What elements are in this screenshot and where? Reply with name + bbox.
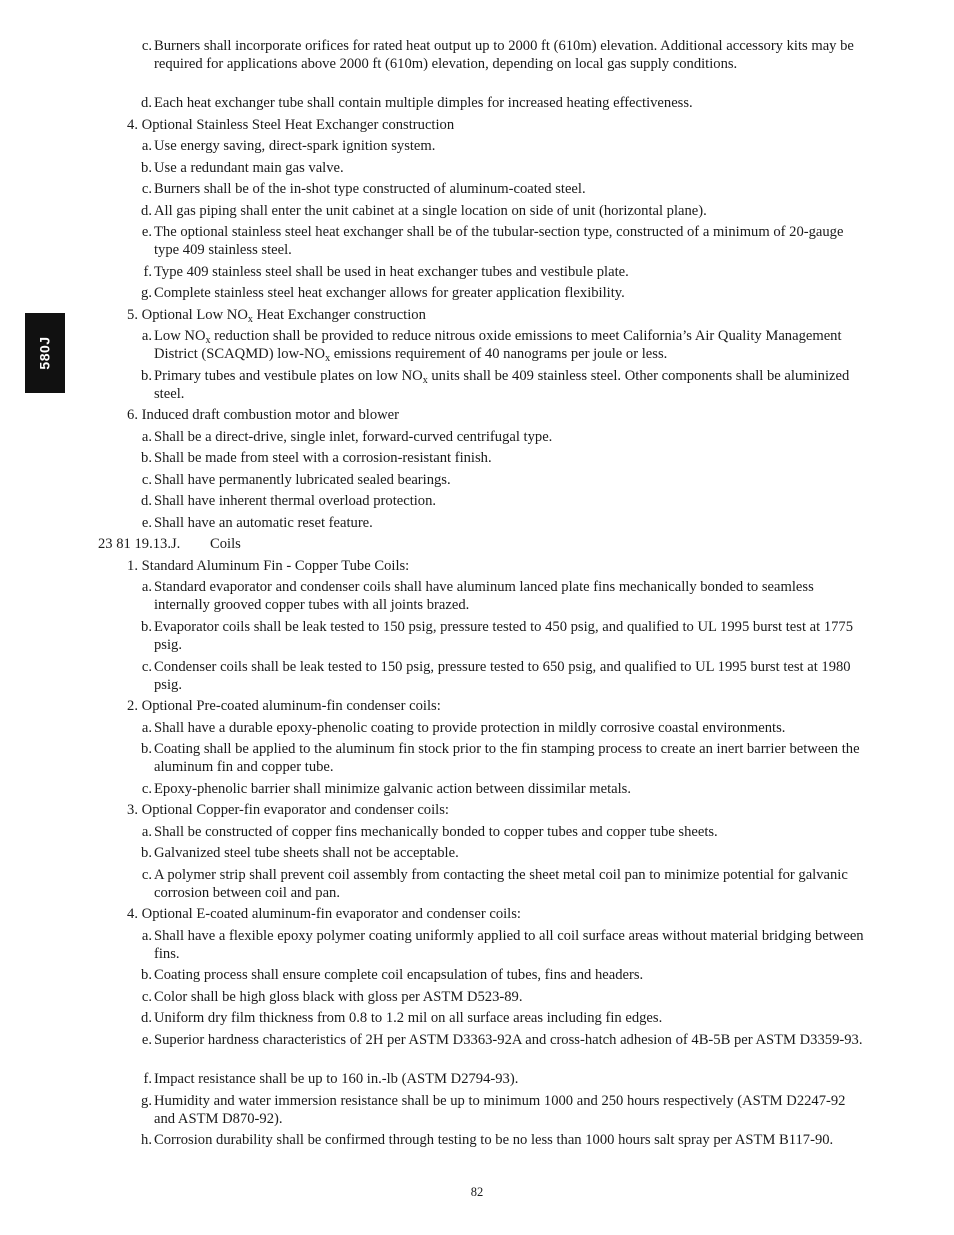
section-title: Coils (210, 536, 241, 552)
heading-title: Optional Low $NO_x$ Heat Exchanger construction (141, 307, 426, 325)
list-item (137, 1131, 865, 1149)
list-item (137, 1009, 865, 1027)
item-label: a. (141, 720, 152, 736)
heading-number: 6. (127, 407, 138, 423)
item-label: f. (143, 1071, 152, 1087)
subsection-heading (121, 801, 449, 819)
heading-title: Induced draft combustion motor and blower (141, 407, 400, 423)
list-item (137, 492, 865, 510)
list-item (137, 202, 865, 220)
subsection-heading (121, 697, 441, 715)
side-tab (25, 313, 65, 393)
item-text: Burners shall be of the in-shot type constructed of aluminum-coated steel. (154, 181, 586, 197)
item-text: Shall be made from steel with a corrosion-resistant finish. (154, 450, 492, 466)
list-item (137, 180, 865, 198)
heading-title: Optional Pre-coated aluminum-fin condenser coils: (141, 698, 441, 714)
item-text: Use a redundant main gas valve. (154, 160, 344, 176)
item-label: e. (141, 224, 152, 240)
section-code: 23 81 19.13.J. (98, 536, 181, 552)
heading-number: 2. (127, 698, 138, 714)
list-item (137, 740, 865, 776)
item-label: b. (141, 741, 152, 757)
item-label: c. (141, 659, 152, 675)
item-text: Condenser coils shall be leak tested to 150 psig, pressure tested to 650 psig, and qualified to UL 1995 burst test at 1980 psig. (154, 659, 851, 693)
list-item (137, 618, 865, 654)
subsection-heading (121, 905, 521, 923)
item-text: Burners shall incorporate orifices for rated heat output up to 2000 ft (610m) elevation. Additional accessory kits may be required for applications above 2000 ft (610m) elevation, depending on local gas supply conditions. (154, 38, 854, 72)
item-label: b. (141, 967, 152, 983)
list-item (137, 780, 865, 798)
item-text: Shall have a flexible epoxy polymer coating uniformly applied to all coil surface areas without material bridging between fins. (154, 928, 864, 962)
heading-number: 3. (127, 802, 138, 818)
list-item (137, 988, 865, 1006)
item-label: a. (141, 928, 152, 944)
subsection-heading (121, 406, 399, 424)
item-label: a. (141, 138, 152, 154)
heading-number: 4. (127, 117, 138, 133)
subsection-heading (121, 306, 426, 324)
heading-title: Optional Copper-fin evaporator and condenser coils: (141, 802, 449, 818)
item-text: Epoxy-phenolic barrier shall minimize galvanic action between dissimilar metals. (154, 781, 631, 797)
item-label: d. (141, 203, 152, 219)
list-item (137, 866, 865, 902)
list-item (137, 658, 865, 694)
item-label: a. (141, 429, 152, 445)
list-item (137, 223, 865, 259)
item-label: b. (141, 619, 152, 635)
list-item (137, 844, 865, 862)
list-item (137, 578, 865, 614)
heading-number: 5. (127, 307, 138, 323)
list-item (137, 137, 865, 155)
item-label: c. (141, 781, 152, 797)
list-item (137, 514, 865, 532)
list-item (137, 37, 865, 73)
item-text: Primary tubes and vestibule plates on low $NO_x$ units shall be 409 stainless steel. Other components shall be aluminized steel. (154, 368, 850, 402)
heading-title: Optional E-coated aluminum-fin evaporator and condenser coils: (141, 906, 521, 922)
side-tab-label: 580J (37, 336, 53, 370)
item-text: The optional stainless steel heat exchanger shall be of the tubular-section type, constructed of a minimum of 20-gauge type 409 stainless steel. (154, 224, 844, 258)
item-label: d. (141, 1010, 152, 1026)
item-label: d. (141, 95, 152, 111)
list-item (137, 428, 865, 446)
item-text: Low $NO_x$ reduction shall be provided to reduce nitrous oxide emissions to meet California’s Air Quality Management District (SCAQMD) low-$NO_x$ emissions requirement of 40 nanograms per joule or less. (154, 328, 842, 364)
item-text: Evaporator coils shall be leak tested to 150 psig, pressure tested to 450 psig, and qualified to UL 1995 burst test at 1775 psig. (154, 619, 854, 653)
heading-number: 4. (127, 906, 138, 922)
item-label: e. (141, 1032, 152, 1048)
subsection-heading (121, 557, 409, 575)
item-text: All gas piping shall enter the unit cabinet at a single location on side of unit (horizontal plane). (154, 203, 707, 219)
item-text: Impact resistance shall be up to 160 in.-lb (ASTM D2794-93). (154, 1071, 519, 1087)
item-text: Shall be a direct-drive, single inlet, forward-curved centrifugal type. (154, 429, 553, 445)
item-label: h. (141, 1132, 152, 1148)
list-item (137, 449, 865, 467)
item-label: b. (141, 450, 152, 466)
item-text: Corrosion durability shall be confirmed through testing to be no less than 1000 hours salt spray per ASTM B117-90. (154, 1132, 834, 1148)
item-label: c. (141, 472, 152, 488)
item-label: a. (141, 579, 152, 595)
item-label: b. (141, 160, 152, 176)
item-text: Shall have inherent thermal overload protection. (154, 493, 437, 509)
page-number: 82 (470, 1185, 484, 1199)
item-label: a. (141, 824, 152, 840)
item-label: c. (141, 181, 152, 197)
item-text: Humidity and water immersion resistance shall be up to minimum 1000 and 250 hours respectively (ASTM D2247-92 and ASTM D870-92). (154, 1093, 846, 1127)
item-label: c. (141, 38, 152, 54)
item-text: Coating process shall ensure complete coil encapsulation of tubes, fins and headers. (154, 967, 644, 983)
item-text: A polymer strip shall prevent coil assembly from contacting the sheet metal coil pan to minimize potential for galvanic corrosion between coil and pan. (154, 867, 848, 901)
item-text: Type 409 stainless steel shall be used in heat exchanger tubes and vestibule plate. (154, 264, 629, 280)
heading-title: Standard Aluminum Fin - Copper Tube Coils: (141, 558, 410, 574)
list-item (137, 367, 865, 403)
list-item (137, 284, 865, 302)
item-text: Complete stainless steel heat exchanger allows for greater application flexibility. (154, 285, 625, 301)
item-text: Each heat exchanger tube shall contain multiple dimples for increased heating effectiveness. (154, 95, 693, 111)
item-label: f. (143, 264, 152, 280)
item-label: e. (141, 515, 152, 531)
item-text: Standard evaporator and condenser coils shall have aluminum lanced plate fins mechanically bonded to seamless internally grooved copper tubes with all joints brazed. (154, 579, 814, 613)
heading-title: Optional Stainless Steel Heat Exchanger construction (141, 117, 455, 133)
subsection-heading (121, 116, 454, 134)
item-text: Uniform dry film thickness from 0.8 to 1.2 mil on all surface areas including fin edges. (154, 1010, 663, 1026)
item-text: Coating shall be applied to the aluminum fin stock prior to the fin stamping process to create an inert barrier between the aluminum fin and copper tube. (154, 741, 860, 775)
item-text: Galvanized steel tube sheets shall not be acceptable. (154, 845, 459, 861)
list-item (137, 1092, 865, 1128)
list-item (137, 471, 865, 489)
item-text: Use energy saving, direct-spark ignition system. (154, 138, 436, 154)
list-item (137, 1070, 865, 1088)
heading-number: 1. (127, 558, 138, 574)
list-item (137, 966, 865, 984)
item-text: Shall have permanently lubricated sealed bearings. (154, 472, 451, 488)
item-label: a. (141, 328, 152, 344)
list-item (137, 263, 865, 281)
list-item (137, 719, 865, 737)
item-label: g. (141, 285, 152, 301)
item-label: b. (141, 368, 152, 384)
item-text: Color shall be high gloss black with gloss per ASTM D523-89. (154, 989, 523, 1005)
list-item (137, 823, 865, 841)
item-label: c. (141, 989, 152, 1005)
item-text: Shall have an automatic reset feature. (154, 515, 373, 531)
item-label: d. (141, 493, 152, 509)
item-text: Shall have a durable epoxy-phenolic coating to provide protection in mildly corrosive coastal environments. (154, 720, 786, 736)
item-label: c. (141, 867, 152, 883)
list-item (137, 1031, 865, 1049)
item-label: g. (141, 1093, 152, 1109)
list-item (137, 159, 865, 177)
list-item (137, 94, 865, 112)
list-item (137, 327, 865, 363)
list-item (137, 927, 865, 963)
section-heading (98, 535, 241, 553)
item-text: Superior hardness characteristics of 2H per ASTM D3363-92A and cross-hatch adhesion of 4B-5B per ASTM D3359-93. (154, 1032, 863, 1048)
item-label: b. (141, 845, 152, 861)
item-text: Shall be constructed of copper fins mechanically bonded to copper tubes and copper tube sheets. (154, 824, 718, 840)
